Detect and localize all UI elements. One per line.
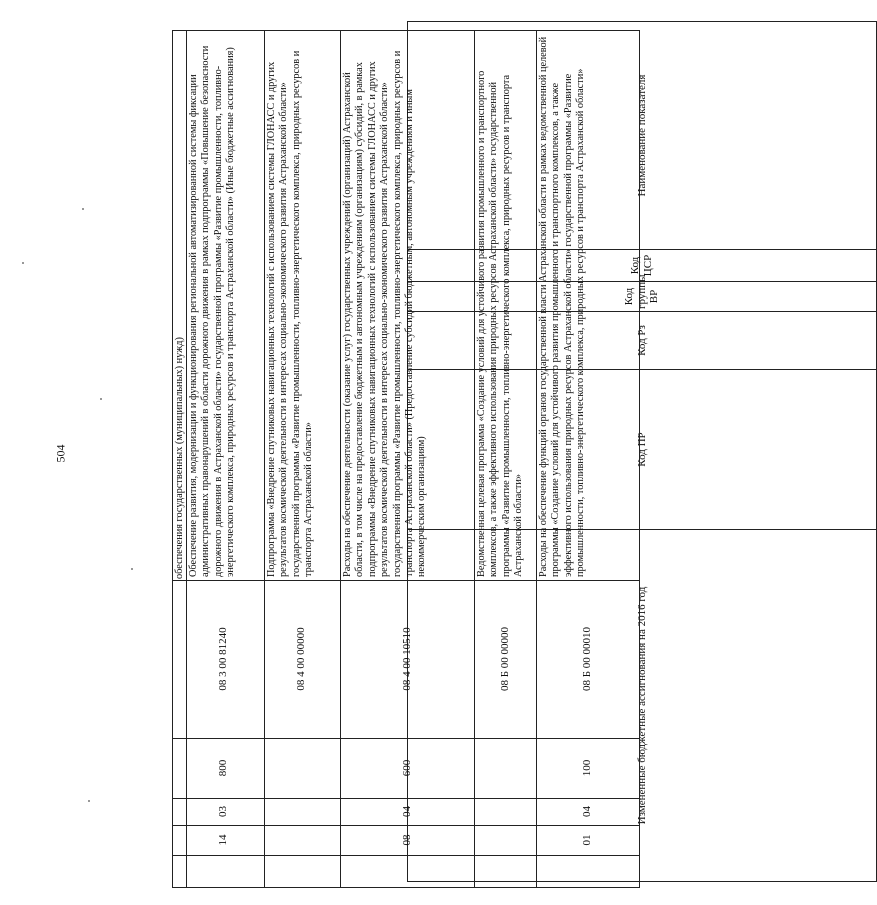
header-pr: Код ПР bbox=[408, 370, 877, 530]
table-row bbox=[173, 31, 187, 887]
row-vr: 600 bbox=[401, 759, 413, 777]
row-name: Обеспечение развития, модернизации и функционирования региональной автоматизированной системы фиксации административных правонарушений в области дорожного движения в рамках подпрограммы «Повышение безопасности дорожного движения в Астраханской области» государственной программы «Развитие промышленности, топливно-энергетического комплекса, природных ресурсов и транспорта Астраханской области» (Иные бюджетные ассигнования) bbox=[188, 45, 237, 577]
table-row bbox=[187, 31, 265, 887]
row-rz: 04 bbox=[581, 806, 593, 817]
row-csr: 08 4 00 10510 bbox=[401, 627, 413, 691]
header-csr: Код ЦСР bbox=[408, 250, 877, 282]
table-row bbox=[475, 31, 537, 887]
row-vr: 100 bbox=[581, 759, 593, 777]
page-number: 504 bbox=[53, 444, 68, 463]
row-csr: 08 Б 00 00010 bbox=[581, 626, 593, 692]
row-name: Ведомственная целевая программа «Создание условий для устойчивого развития промышленного и транспортного комплексов, а также эффективного использования природных ресурсов Астраханской области» государственной программы «Развитие промышленности, топливно-энергетического комплекса, природных ресурсов и транспорта Астраханской области» bbox=[476, 70, 525, 577]
row-rz: 04 bbox=[401, 806, 413, 817]
row-csr: 08 4 00 00000 bbox=[295, 627, 307, 691]
table-row bbox=[537, 31, 639, 887]
header-name: Наименование показателя bbox=[408, 22, 877, 250]
row-vr: 800 bbox=[217, 759, 229, 777]
header-amount: Измененные бюджетные ассигнования на 2016 год bbox=[408, 530, 877, 882]
row-pr: 08 bbox=[401, 834, 413, 846]
row-name: Расходы на обеспечение деятельности (оказание услуг) государственных учреждений (организаций) Астраханской области, в том числе на предоставление бюджетным и автономным учреждениям (организациям) субсидий, в рамках подпрограммы «Внедрение спутниковых навигационных технологий с использованием системы ГЛОНАСС и других результатов космической деятельности в интересах социально-экономического развития Астраханской области» государственной программы «Развитие промышленности, топливно-энергетического комплекса, природных ресурсов и транспорта Астраханской области» (Предоставление субсидий бюджетным, автономным учреждениям и иным некоммерческим организациям) bbox=[342, 50, 428, 577]
row-pr: 14 bbox=[217, 834, 229, 846]
table-row bbox=[341, 31, 475, 887]
budget-grid bbox=[172, 30, 640, 888]
row-name: Подпрограмма «Внедрение спутниковых навигационных технологий с использованием системы ГЛОНАСС и других результатов космической деятельности в интересах социально-экономического развития Астраханской области» государственной программы «Развитие промышленности, топливно-энергетического комплекса, природных ресурсов и транспорта Астраханской области» bbox=[266, 50, 315, 577]
row-csr: 08 Б 00 00000 bbox=[499, 626, 511, 692]
row-pr: 01 bbox=[581, 834, 593, 846]
row-name: обеспечения государственных (муниципальных) нужд) bbox=[174, 337, 185, 579]
table-row bbox=[265, 31, 341, 887]
row-rz: 03 bbox=[217, 806, 229, 817]
row-csr: 08 3 00 81240 bbox=[217, 627, 229, 691]
header-vr: Код группы ВР bbox=[408, 282, 877, 312]
header-rz: Код Рз bbox=[408, 312, 877, 370]
row-name: Расходы на обеспечение функций органов государственной власти Астраханской области в рамках ведомственной целевой программы «Создание условий для устойчивого развития промышленного и транспортного комплексов, а также эффективного использования природных ресурсов Астраханской области» государственной программы «Развитие промышленности, топливно-энергетического комплекса, природных ресурсов и транспорта Астраханской области» bbox=[538, 36, 587, 577]
